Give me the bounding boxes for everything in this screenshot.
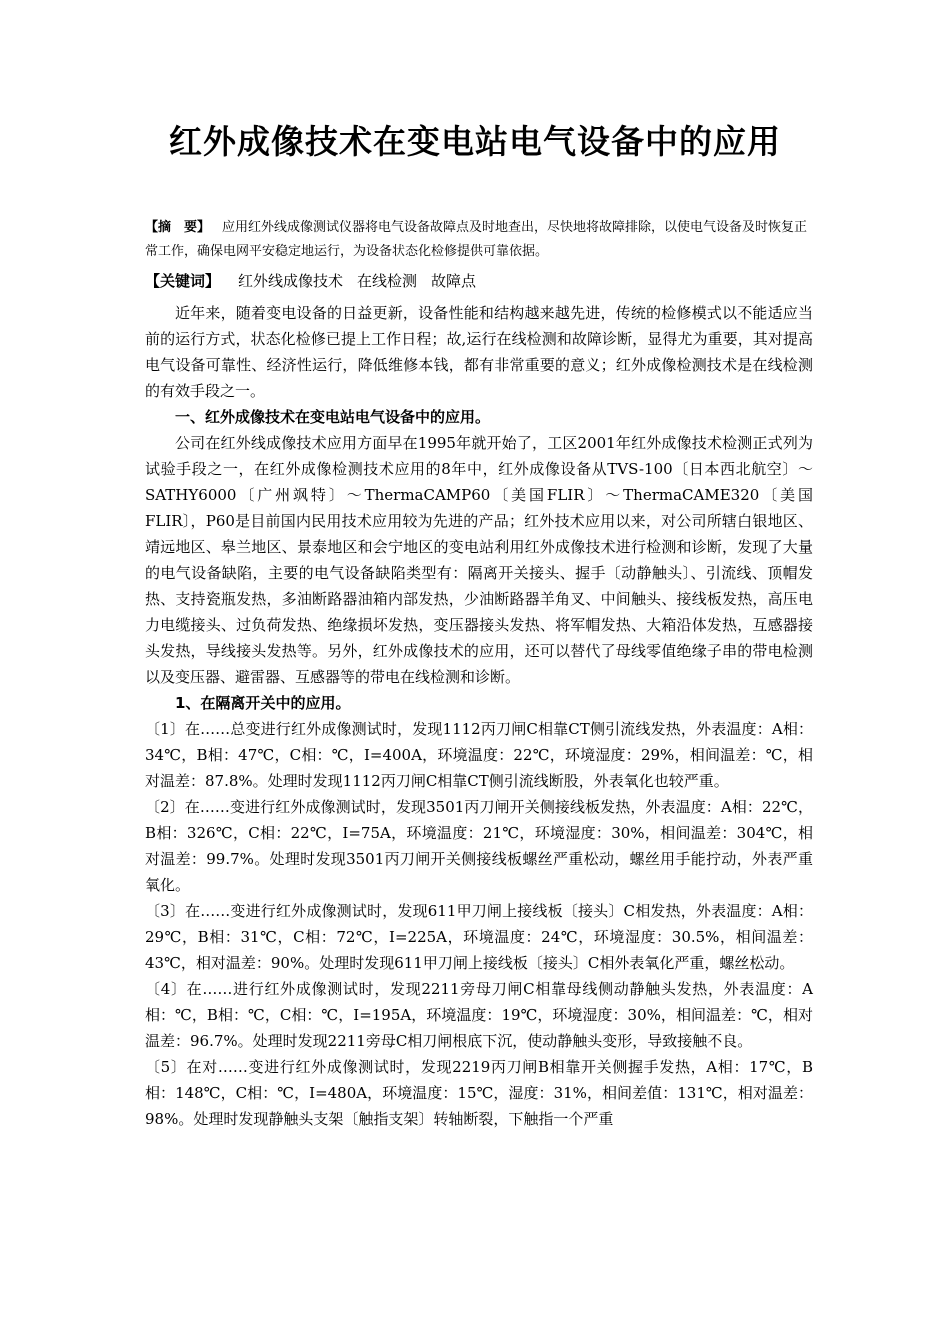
case-paragraph: 〔3〕在……变进行红外成像测试时，发现611甲刀闸上接线板〔接头〕C相发热，外表温度：A相：29℃，B相：31℃，C相：72℃，I=225A，环境温度：24℃，环境湿度：30.5%，相间温差：43℃，相对温差：90%。处理时发现611甲刀闸上接线板〔接头〕C相外表氧化严重，螺丝松动。	[145, 902, 813, 972]
section-paragraph: 公司在红外线成像技术应用方面早在1995年就开始了，工区2001年红外成像技术检测正式列为试验手段之一，在红外成像检测技术应用的8年中，红外成像设备从TVS-100〔日本西北航空〕～SATHY6000〔广州飒特〕～ThermaCAMP60〔美国FLIR〕～ThermaCAME320〔美国FLIR〕，P60是目前国内民用技术应用较为先进的产品；红外技术应用以来，对公司所辖白银地区、靖远地区、皋兰地区、景泰地区和会宁地区的变电站利用红外成像技术进行检测和诊断，发现了大量的电气设备缺陷，主要的电气设备缺陷类型有：隔离开关接头、握手〔动静触头〕、引流线、顶帽发热、支持瓷瓶发热，多油断路器油箱内部发热，少油断路器羊角叉、中间触头、接线板发热，高压电力电缆接头、过负荷发热、绝缘损坏发热，变压器接头发热、将军帽发热、大箱沿体发热，互感器接头发热，导线接头发热等。另外，红外成像技术的应用，还可以替代了母线零值绝缘子串的带电检测以及变压器、避雷器、互感器等的带电在线检测和诊断。	[145, 434, 813, 686]
abstract-label: 【摘 要】	[145, 220, 211, 235]
document-body	[145, 300, 813, 1132]
keywords-label: 【关键词】	[145, 272, 221, 290]
case-paragraph: 〔4〕在……进行红外成像测试时，发现2211旁母刀闸C相靠母线侧动静触头发热，外表温度：A相：℃，B相：℃，C相：℃，I=195A，环境温度：19℃，环境湿度：30%，相间温差：℃，相对温差：96.7%。处理时发现2211旁母C相刀闸根底下沉，使动静触头变形，导致接触不良。	[145, 980, 813, 1050]
case-paragraph: 〔5〕在对……变进行红外成像测试时，发现2219丙刀闸B相靠开关侧握手发热，A相：17℃，B相：148℃，C相：℃，I=480A，环境温度：15℃，湿度：31%，相间差值：131℃，相对温差：98%。处理时发现静触头支架〔触指支架〕转轴断裂，下触指一个严重	[145, 1058, 813, 1128]
abstract	[145, 216, 810, 264]
subsection-heading: 1、在隔离开关中的应用。	[175, 694, 351, 712]
keyword-item: 红外线成像技术	[238, 272, 344, 290]
intro-paragraph: 近年来，随着变电设备的日益更新，设备性能和结构越来越先进，传统的检修模式以不能适应当前的运行方式，状态化检修已提上工作日程；故,运行在线检测和故障诊断，显得尤为重要，其对提高电气设备可靠性、经济性运行，降低维修本钱，都有非常重要的意义；红外成像检测技术是在线检测的有效手段之一。	[145, 304, 813, 400]
case-paragraph: 〔2〕在……变进行红外成像测试时，发现3501丙刀闸开关侧接线板发热，外表温度：A相：22℃，B相：326℃，C相：22℃，I=75A，环境温度：21℃，环境湿度：30%，相间温差：304℃，相对温差：99.7%。处理时发现3501丙刀闸开关侧接线板螺丝严重松动，螺丝用手能拧动，外表严重氧化。	[145, 798, 813, 894]
keyword-item: 故障点	[431, 272, 477, 290]
section-heading: 一、红外成像技术在变电站电气设备中的应用。	[175, 408, 491, 426]
document-title: 红外成像技术在变电站电气设备中的应用	[169, 122, 781, 161]
abstract-text: 应用红外线成像测试仪器将电气设备故障点及时地查出，尽快地将故障排除，以使电气设备及时恢复正常工作，确保电网平安稳定地运行，为设备状态化检修提供可靠依据。	[145, 220, 808, 259]
case-paragraph: 〔1〕在……总变进行红外成像测试时，发现1112丙刀闸C相靠CT侧引流线发热，外表温度：A相：34℃，B相：47℃，C相：℃，I=400A，环境温度：22℃，环境湿度：29%，相间温差：℃，相对温差：87.8%。处理时发现1112丙刀闸C相靠CT侧引流线断股，外表氧化也较严重。	[145, 720, 813, 790]
keywords	[145, 268, 810, 294]
keyword-item: 在线检测	[357, 272, 418, 290]
